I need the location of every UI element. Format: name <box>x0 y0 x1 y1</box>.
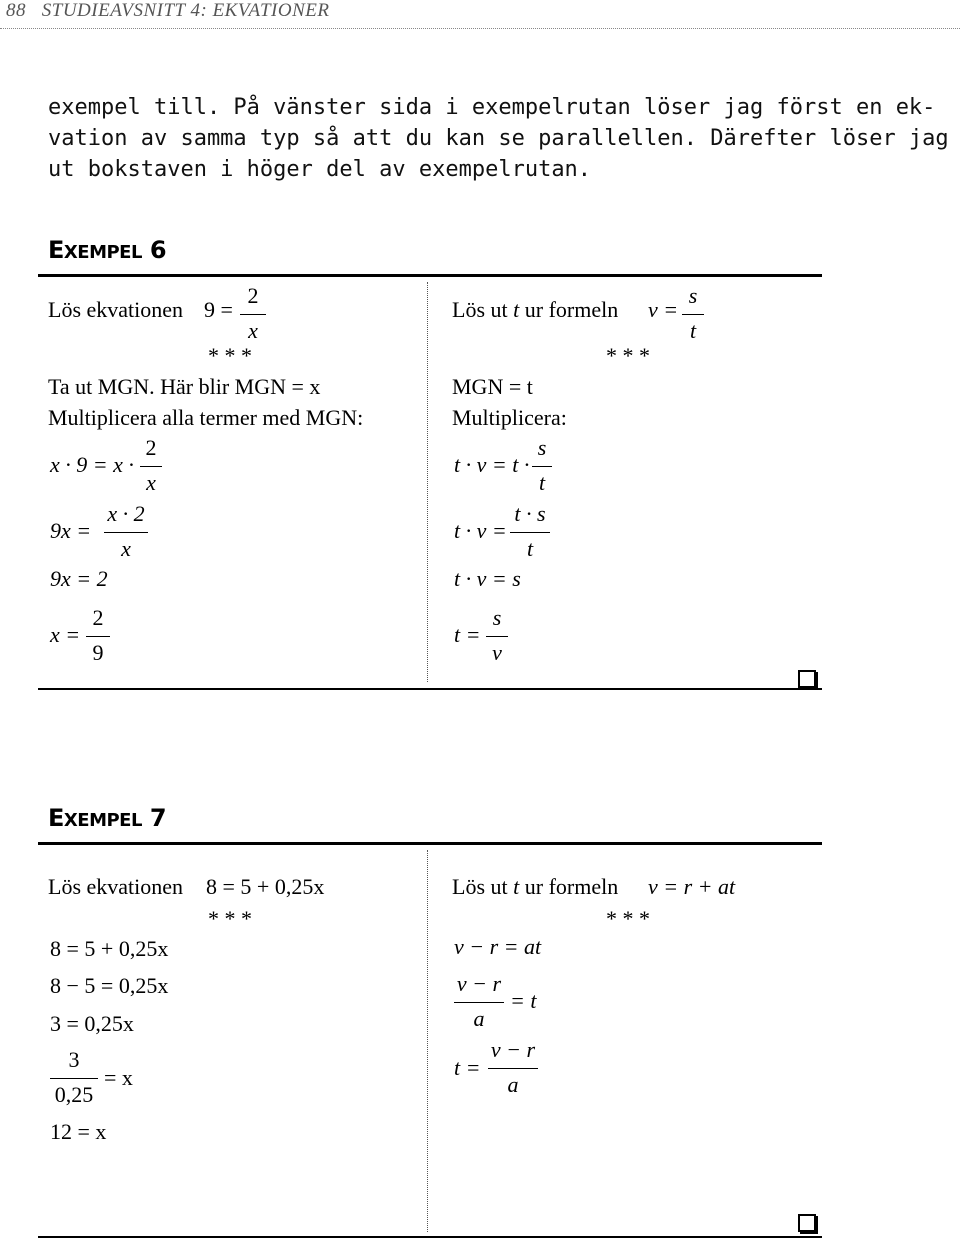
header-rule <box>0 28 960 29</box>
step-line: v − r = at <box>454 934 542 959</box>
fraction: v − r a <box>488 1038 538 1097</box>
equation: v = r + at <box>648 874 736 899</box>
text-line: MGN = t <box>452 374 533 399</box>
step-lhs: t · v = t · <box>454 452 530 477</box>
intro-line: exempel till. På vänster sida i exempelrutan löser jag först en ek- <box>48 95 936 120</box>
fraction: 2 x <box>140 436 162 495</box>
step-lhs: t = <box>454 622 481 647</box>
intro-line: vation av samma typ så att du kan se parallellen. Därefter löser jag <box>48 126 949 151</box>
example-7-top-rule <box>38 842 822 845</box>
fraction: s t <box>532 436 552 495</box>
fraction: t · s t <box>510 502 550 561</box>
step-lhs: t = <box>454 1055 481 1080</box>
separator-stars: * * * <box>208 906 252 931</box>
step-line: 3 = 0,25x <box>50 1011 134 1036</box>
intro-paragraph <box>48 92 949 185</box>
step-lhs: 9x = <box>50 518 92 543</box>
example-6-top-rule <box>38 274 822 277</box>
fraction: 2 9 <box>86 606 110 665</box>
section-title: STUDIEAVSNITT 4: EKVATIONER <box>41 0 330 21</box>
separator-stars: * * * <box>208 343 252 368</box>
step-line: 8 − 5 = 0,25x <box>50 973 169 998</box>
task-text: Lös ekvationen <box>48 874 184 899</box>
text-line: Multiplicera alla termer med MGN: <box>48 405 364 430</box>
equation-lhs: 9 = <box>204 297 233 322</box>
example-6-bottom-rule <box>38 688 822 690</box>
page-number: 88 <box>6 0 26 21</box>
checkbox-icon <box>798 670 816 688</box>
checkbox-icon <box>798 1214 816 1232</box>
fraction: 3 0,25 <box>50 1048 98 1107</box>
example-6-divider <box>427 282 428 682</box>
task-text: Lös ut t ur formeln <box>452 874 619 899</box>
task-text: Lös ut t ur formeln <box>452 297 619 322</box>
running-header <box>6 0 329 22</box>
fraction: 2 x <box>240 284 266 343</box>
example-6-title: EXEMPEL 6 <box>48 236 167 264</box>
separator-stars: * * * <box>606 343 650 368</box>
step-line: 9x = 2 <box>50 566 108 591</box>
task-text: Lös ekvationen <box>48 297 184 322</box>
fraction: x · 2 x <box>104 502 148 561</box>
text-line: Ta ut MGN. Här blir MGN = x <box>48 374 321 399</box>
step-line: t · v = s <box>454 566 521 591</box>
step-lhs: t · v = <box>454 518 507 543</box>
separator-stars: * * * <box>606 906 650 931</box>
text-line: Multiplicera: <box>452 405 567 430</box>
fraction: s t <box>682 284 704 343</box>
step-lhs: x = <box>50 622 81 647</box>
step-line: 8 = 5 + 0,25x <box>50 936 169 961</box>
fraction: s v <box>486 606 508 665</box>
example-7-title: EXEMPEL 7 <box>48 804 167 832</box>
step-lhs: x · 9 = x · <box>50 452 134 477</box>
step-rhs: = x <box>104 1065 133 1090</box>
step-line: 12 = x <box>50 1119 107 1144</box>
example-7-divider <box>427 850 428 1232</box>
equation-lhs: v = <box>648 297 679 322</box>
example-7-bottom-rule <box>38 1236 822 1238</box>
fraction: v − r a <box>454 972 504 1031</box>
intro-line: ut bokstaven i höger del av exempelrutan. <box>48 157 592 182</box>
equation: 8 = 5 + 0,25x <box>206 874 325 899</box>
step-rhs: = t <box>510 988 537 1013</box>
